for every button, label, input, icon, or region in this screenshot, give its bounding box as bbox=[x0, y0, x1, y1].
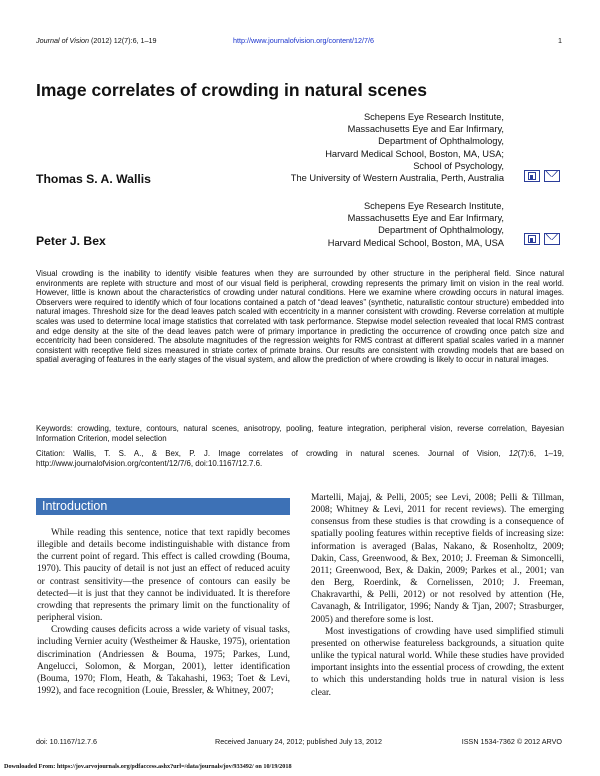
download-notice: Downloaded From: https://jov.arvojournals.org/pdfaccess.ashx?url=/data/journals/jov/933492/ on 10/19/2018 bbox=[4, 763, 292, 770]
running-header-journal: Journal of Vision (2012) 12(7):6, 1–19 bbox=[36, 36, 157, 45]
author-1-affiliation: Schepens Eye Research Institute, Massachusetts Eye and Ear Infirmary, Department of Ophthalmology, Harvard Medical School, Boston, MA, USA; School of Psychology, The University of Western Australia, Perth, Australia bbox=[290, 112, 504, 184]
paragraph: While reading this sentence, notice that text rapidly becomes illegible and details become indistinguishable with distance from the current point of regard. This effect is called crowding (Bouma, 1970). This paucity of detail is not just an effect of reduced acuity or contrast sensitivity—the presence of contours can easily be detected—it is just that they cannot be individuated. It is therefore crowding that represents the primary limit on the functionality of peripheral vision. bbox=[37, 528, 290, 624]
mail-icon[interactable] bbox=[544, 170, 560, 182]
right-column bbox=[311, 492, 564, 699]
author-2-links bbox=[524, 233, 560, 245]
abstract: Visual crowding is the inability to identify visible features when they are surrounded by other structure in the peripheral field. Since natural environments are replete with structure and most of our visual field is peripheral, crowding represents the primary limit on vision in the real world. However, little is known about the characteristics of crowding under natural conditions. Here we examine where crowding occurs in natural images. Observers were required to identify which of four locations contained a patch of “dead leaves” (synthetic, naturalistic contour structure) embedded into natural images. Threshold size for the dead leaves patch scaled with eccentricity in a manner consistent with crowding. Reverse correlation at multiple scales was used to determine local image statistics that correlated with task performance. Stepwise model selection revealed that local RMS contrast and edge density at the site of the dead leaves patch were of primary importance in predicting the occurrence of crowding once patch size and eccentricity had been considered. The absolute magnitudes of the regression weights for RMS contrast at different spatial scales varied in a manner consistent with receptive field sizes measured in striate cortex of primate brains. Our results are consistent with crowding models that are based on spatial averaging of features in the early stages of the visual system, and allow the prediction of where crowding is likely to occur in natural images. bbox=[36, 269, 564, 365]
home-icon[interactable] bbox=[524, 233, 540, 245]
home-icon[interactable] bbox=[524, 170, 540, 182]
paragraph: Martelli, Majaj, & Pelli, 2005; see Levi, 2008; Pelli & Tillman, 2008; Whitney & Levi, 2011 for recent reviews). The emerging consensus from these studies is that crowding is a consequence of spatially pooling features within receptive fields of increasing size: information is averaged (Balas, Nakano, & Rosenholtz, 2009; Dakin, Cass, Greenwood, & Bex, 2010; J. Freeman & Simoncelli, 2011; Greenwood, Bex, & Dakin, 2009; Parkes et al., 2001; van den Berg, Roerdink, & Cornelissen, 2010; J. Freeman, Chakravarthi, & Pelli, 2012) or not resolved by attention (He, Cavanagh, & Intriligator, 1996; Nandy & Tjan, 2007; Strasburger, 2005) and therefore some is lost. bbox=[311, 493, 564, 625]
paragraph: Most investigations of crowding have used simplified stimuli presented on otherwise featureless backgrounds, a situation quite unlike the typical natural world. While these studies have provided important insights into the essential process of crowding, the extent to which this understanding holds true in natural vision is less clear. bbox=[311, 626, 564, 698]
author-1-name: Thomas S. A. Wallis bbox=[36, 172, 151, 186]
citation: Citation: Wallis, T. S. A., & Bex, P. J. Image correlates of crowding in natural scenes. Journal of Vision, 12(7):6, 1–19, http://www.journalofvision.org/content/12/7/6, doi:10.1167/12.7.6. bbox=[36, 449, 564, 468]
keywords: Keywords: crowding, texture, contours, natural scenes, anisotropy, pooling, feature integration, peripheral vision, reverse correlation, Bayesian Information Criterion, model selection bbox=[36, 424, 564, 443]
author-2-affiliation: Schepens Eye Research Institute, Massachusetts Eye and Ear Infirmary, Department of Ophthalmology, Harvard Medical School, Boston, MA, USA bbox=[327, 201, 504, 248]
footer-received: Received January 24, 2012; published July 13, 2012 bbox=[215, 737, 383, 746]
author-2-name: Peter J. Bex bbox=[36, 234, 106, 248]
left-column bbox=[37, 527, 290, 697]
mail-icon[interactable] bbox=[544, 233, 560, 245]
section-heading-introduction: Introduction bbox=[36, 498, 290, 515]
author-1-links bbox=[524, 170, 560, 182]
journal-url-link[interactable]: http://www.journalofvision.org/content/12/7/6 bbox=[233, 36, 375, 45]
paragraph: Crowding causes deficits across a wide variety of visual tasks, including Vernier acuity (Westheimer & Hauske, 1975), orientation discrimination (Andriessen & Bouma, 1975; Parkes, Lund, Angelucci, Solomon, & Morgan, 2001), letter identification (Bouma, 1970; Flom, Heath, & Takahashi, 1963; Toet & Levi, 1992), and face recognition (Louie, Bressler, & Whitney, 2007; bbox=[37, 625, 290, 697]
footer-issn: ISSN 1534-7362 © 2012 ARVO bbox=[461, 737, 562, 746]
page-number: 1 bbox=[558, 36, 562, 45]
footer-doi: doi: 10.1167/12.7.6 bbox=[36, 737, 98, 746]
article-title: Image correlates of crowding in natural scenes bbox=[36, 80, 427, 100]
